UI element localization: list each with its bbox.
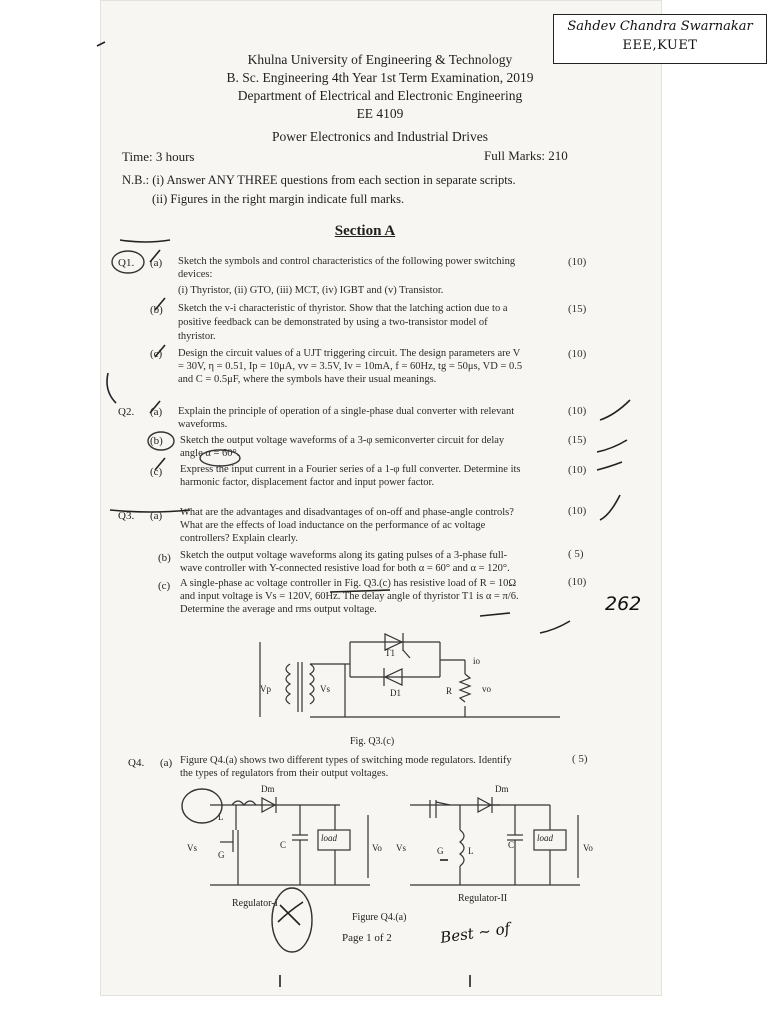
reg1-label-l: L (218, 812, 224, 822)
handwritten-note: Best ~ of (439, 919, 512, 947)
q1-number: Q1. (118, 257, 135, 269)
fig-q3c-label-r: R (446, 686, 453, 696)
q3a-marks: (10) (568, 505, 587, 517)
q2c-line-1: Express the input current in a Fourier series of a 1-φ full converter. Determine its (180, 464, 521, 475)
q3b-label: (b) (158, 552, 171, 564)
regulator-2-label: Regulator-II (458, 893, 508, 904)
exam-time: Time: 3 hours (122, 149, 195, 164)
q2a-line-2: waveforms. (178, 419, 228, 430)
q1c-line-3: and C = 0.5μF, where the symbols have their usual meanings. (178, 374, 437, 385)
reg1-label-c: C (280, 840, 287, 850)
reg2-label-vo: Vo (583, 843, 593, 853)
q3a-label: (a) (150, 510, 163, 522)
q1c-marks: (10) (568, 348, 587, 360)
reg1-label-dm: Dm (261, 784, 275, 794)
fig-q3c-label-io: io (473, 656, 481, 666)
reg2-label-l: L (468, 846, 474, 856)
q2c-marks: (10) (568, 464, 587, 476)
q1c-label: (c) (150, 348, 163, 360)
q3c-line-2: and input voltage is Vs = 120V, 60Hz. The delay angle of thyristor T1 is α = π/6. (180, 591, 519, 602)
department-name: Department of Electrical and Electronic Engineering (237, 88, 523, 103)
reg1-label-g: G (218, 850, 225, 860)
reg1-load-label: load (321, 833, 338, 843)
q1b-label: (b) (150, 304, 163, 316)
q2b-marks: (15) (568, 434, 587, 446)
q1b-line-3: thyristor. (178, 331, 216, 342)
university-name: Khulna University of Engineering & Technology (247, 52, 513, 67)
q1a-marks: (10) (568, 256, 587, 268)
fig-q3c-label-t1: T1 (385, 648, 395, 658)
q1a-line-1: Sketch the symbols and control characteristics of the following power switching (178, 256, 516, 267)
exam-paper (100, 0, 662, 996)
reg1-label-vs: Vs (187, 843, 198, 853)
handwritten-score: 262 (605, 593, 642, 615)
fig-q3c-label-vs: Vs (320, 684, 331, 694)
regulator-1-label: Regulator-I (232, 898, 278, 909)
reg2-label-dm: Dm (495, 784, 509, 794)
reg1-label-vo: Vo (372, 843, 382, 853)
q1a-label: (a) (150, 257, 163, 269)
q3a-line-2: What are the effects of load inductance on the performance of ac voltage (180, 520, 486, 531)
q4a-label: (a) (160, 757, 173, 769)
q4a-line-2: the types of regulators from their output voltages. (180, 768, 389, 779)
full-marks: Full Marks: 210 (484, 148, 568, 163)
student-name-box (553, 14, 767, 64)
reg2-label-c: C (508, 840, 515, 850)
pen-annotations (100, 0, 660, 996)
q1a-line-3: (i) Thyristor, (ii) GTO, (iii) MCT, (iv) IGBT and (v) Transistor. (178, 285, 444, 296)
q1c-line-1: Design the circuit values of a UJT triggering circuit. The design parameters are V (178, 348, 521, 359)
section-title: Section A (334, 223, 396, 239)
q2a-line-1: Explain the principle of operation of a single-phase dual converter with relevant (178, 406, 515, 417)
student-name: Sahdev Chandra Swarnakar (567, 19, 753, 34)
q1c-line-2: = 30V, η = 0.51, Ip = 10μA, vv = 3.5V, Iv = 10mA, f = 60Hz, tg = 50μs, VD = 0.5 (178, 361, 523, 372)
q3a-line-3: controllers? Explain clearly. (180, 533, 298, 544)
q2a-label: (a) (150, 406, 163, 418)
q4a-marks: ( 5) (572, 753, 588, 765)
fig-q3c-caption: Fig. Q3.(c) (350, 736, 395, 747)
q3c-line-1: A single-phase ac voltage controller in Fig. Q3.(c) has resistive load of R = 10Ω (180, 578, 517, 589)
q2b-line-1: Sketch the output voltage waveforms of a 3-φ semiconverter circuit for delay (180, 435, 505, 446)
q4-number: Q4. (128, 757, 145, 769)
q1b-line-2: positive feedback can be demonstrated by using a two-transistor model of (178, 317, 488, 328)
student-dept: EEE,KUET (622, 38, 698, 53)
fig-q3c-label-d1: D1 (390, 688, 401, 698)
page-number: Page 1 of 2 (342, 932, 392, 944)
q3b-marks: ( 5) (568, 548, 584, 560)
reg2-load-label: load (537, 833, 554, 843)
q2b-line-2: angle α = 60°. (180, 448, 240, 459)
nb-instruction-1: N.B.: (i) Answer ANY THREE questions from each section in separate scripts. (122, 173, 516, 187)
nb-instruction-2: (ii) Figures in the right margin indicate full marks. (152, 192, 405, 206)
course-title: Power Electronics and Industrial Drives (272, 129, 488, 144)
q2c-label: (c) (150, 466, 163, 478)
q1a-line-2: devices: (178, 269, 213, 280)
fig-q3c-label-vp: Vp (260, 684, 271, 694)
q2c-line-2: harmonic factor, displacement factor and input power factor. (180, 477, 435, 488)
q3c-marks: (10) (568, 576, 587, 588)
fig-q4a-caption: Figure Q4.(a) (352, 912, 407, 923)
q2a-marks: (10) (568, 405, 587, 417)
q3c-line-3: Determine the average and rms output voltage. (180, 604, 377, 615)
q3a-line-1: What are the advantages and disadvantages of on-off and phase-angle controls? (180, 507, 514, 518)
q1b-marks: (15) (568, 303, 587, 315)
q2b-label: (b) (150, 435, 163, 447)
course-code: EE 4109 (356, 106, 404, 121)
exam-title: B. Sc. Engineering 4th Year 1st Term Examination, 2019 (226, 70, 534, 85)
q1b-line-1: Sketch the v-i characteristic of thyristor. Show that the latching action due to a (178, 303, 508, 314)
q4a-line-1: Figure Q4.(a) shows two different types of switching mode regulators. Identify (180, 755, 512, 766)
reg2-label-g: G (437, 846, 444, 856)
q3b-line-1: Sketch the output voltage waveforms along its gating pulses of a 3-phase full- (180, 550, 508, 561)
reg2-label-vs: Vs (396, 843, 407, 853)
q3-number: Q3. (118, 510, 135, 522)
fig-q3c-label-vo: vo (482, 684, 491, 694)
q3c-label: (c) (158, 580, 171, 592)
q3b-line-2: wave controller with Y-connected resistive load for both α = 60° and α = 120°. (180, 563, 510, 574)
q2-number: Q2. (118, 406, 135, 418)
